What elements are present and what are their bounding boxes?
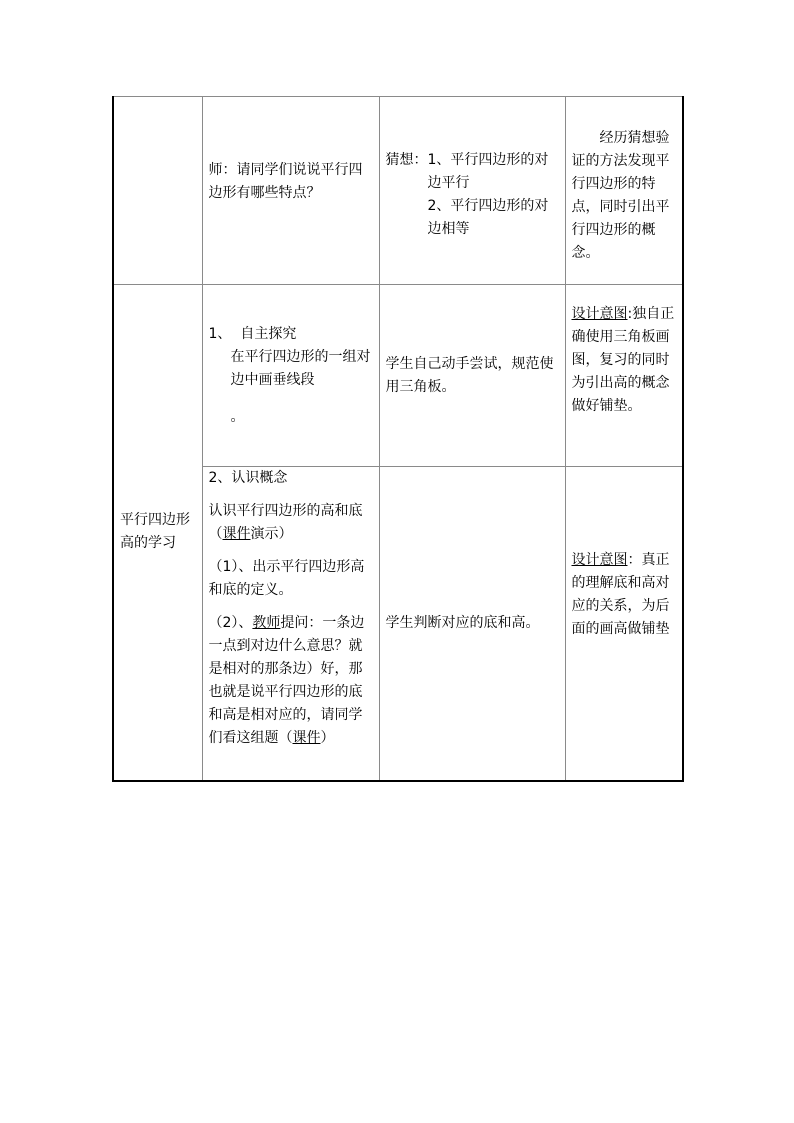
concept-section xyxy=(203,467,379,754)
design-intent-text: 经历猜想验证的方法发现平行四边形的特点，同时引出平行四边形的概念。 xyxy=(571,130,670,261)
teacher-link: 教师 xyxy=(252,615,281,631)
student-activity-text: 学生判断对应的底和高。 xyxy=(385,614,540,631)
guess-item: 2、平行四边形的对边相等 xyxy=(427,198,549,237)
activity-title-text: 自主探究 xyxy=(240,326,297,342)
guess-prefix: 猜想： xyxy=(385,152,428,168)
activity-tail: 。 xyxy=(230,409,245,425)
lesson-plan-table xyxy=(112,96,684,782)
design-intent-body: ：真正的理解底和高对应的关系，为后面的画高做铺垫 xyxy=(571,552,670,637)
courseware-link: 课件 xyxy=(222,526,251,542)
concept-paragraph: 认识平行四边形的高和底（课件演示） xyxy=(208,503,363,542)
concept-paragraph: （1）、出示平行四边形高和底的定义。 xyxy=(208,559,365,598)
guess-item: 1、平行四边形的对边平行 xyxy=(427,152,549,191)
teacher-activity-cell xyxy=(202,467,379,781)
design-intent-body: :独自正确使用三角板画图，复习的同时为引出高的概念做好铺垫。 xyxy=(571,306,675,414)
section-cell xyxy=(113,285,202,781)
design-intent-label: 设计意图 xyxy=(571,552,628,568)
design-intent-text xyxy=(566,285,683,422)
table-row xyxy=(113,285,683,467)
design-intent-text xyxy=(566,467,683,645)
table-row xyxy=(113,97,683,285)
self-exploration xyxy=(203,285,379,433)
teacher-question: 师：请同学们说说平行四边形有哪些特点？ xyxy=(208,162,363,201)
concept-paragraph: （2）、教师提问：一条边一点到对边什么意思？就是相对的那条边）好，那也就是说平行四边形的底和高是相对应的，请同学们看这组题（课件） xyxy=(208,615,365,746)
design-intent-cell xyxy=(565,97,683,285)
courseware-link: 课件 xyxy=(292,730,321,746)
student-activity-cell xyxy=(379,467,565,781)
teacher-activity-cell xyxy=(202,97,379,285)
concept-title: 2、认识概念 xyxy=(208,470,288,486)
activity-title xyxy=(209,323,373,346)
student-activity-text: 学生自己动手尝试，规范使用三角板。 xyxy=(385,356,554,395)
design-intent-cell xyxy=(565,285,683,467)
activity-body: 在平行四边形的一组对边中画垂线段 xyxy=(230,349,371,388)
design-intent-cell xyxy=(565,467,683,781)
section-label: 平行四边形高的学习 xyxy=(120,512,190,552)
section-cell-empty xyxy=(113,97,202,285)
student-activity-cell xyxy=(379,285,565,467)
activity-number: 1、 xyxy=(208,326,232,342)
student-activity-cell xyxy=(379,97,565,285)
design-intent-label: 设计意图 xyxy=(571,306,628,322)
student-guess xyxy=(380,97,565,245)
teacher-activity-cell xyxy=(202,285,379,467)
